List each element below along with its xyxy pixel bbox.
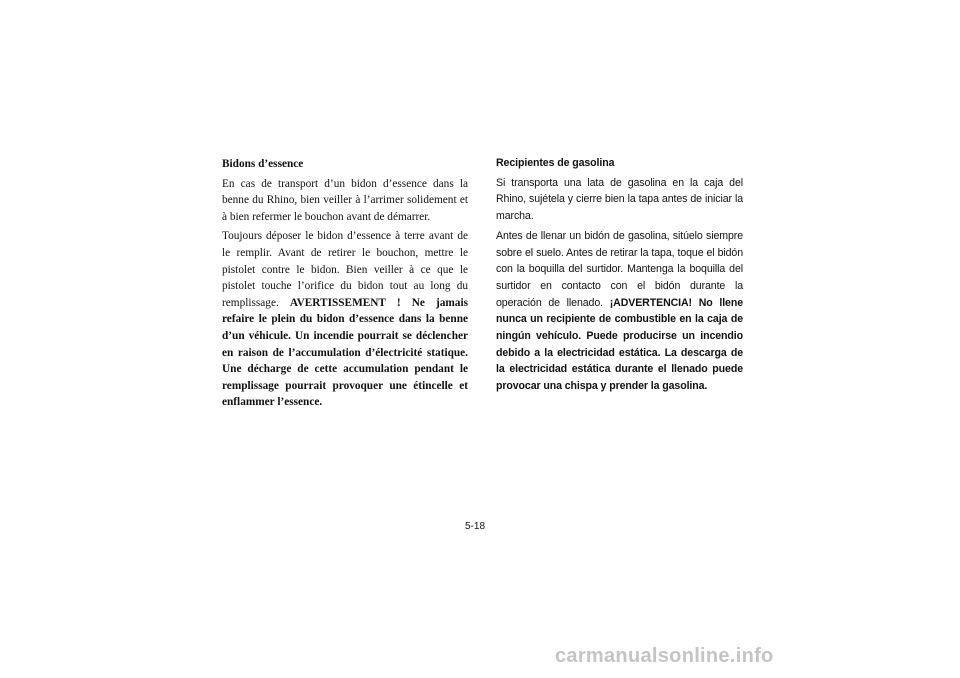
french-warning: AVERTISSEMENT ! Ne jamais refaire le plein du bidon d’essence dans la benne d’un véhicule. Un incendie pourrait se déclencher en raison de l’accumulation d’électricité statique. Une décharge de cette accumulation pendant le remplissage pourrait provoquer une étincelle et enflammer l’essence. (222, 296, 468, 409)
watermark: carmanualsonline.info (555, 645, 774, 667)
spanish-paragraph-filling (496, 228, 743, 395)
spanish-paragraph-transport: Si transporta una lata de gasolina en la caja del Rhino, sujétela y cierre bien la tapa antes de iniciar la marcha. (496, 176, 743, 223)
french-paragraph-transport: En cas de transport d’un bidon d’essence dans la benne du Rhino, bien veiller à l’arrimer solidement et à bien refermer le bouchon avant de démarrer. (222, 177, 468, 223)
french-column (222, 156, 468, 414)
page-number: 5-18 (465, 521, 486, 532)
french-filling-text: Toujours déposer le bidon d’essence à terre avant de le remplir. Avant de retirer le bouchon, mettre le pistolet contre le bidon. Bien veiller à ce que le pistolet touche l’orifice du bidon tout au long du remplissage. (222, 230, 468, 309)
spanish-warning: ¡ADVERTENCIA! No llene nunca un recipiente de combustible en la caja de ningún vehículo. Puede producirse un incendio debido a la electricidad estática. La descarga de la electricidad estática durante el llenado puede provocar una chispa y prender la gasolina. (496, 296, 744, 393)
french-paragraph-filling (222, 228, 468, 411)
spanish-column (496, 155, 743, 398)
spanish-heading: Recipientes de gasolina (496, 157, 615, 169)
french-heading: Bidons d’essence (222, 158, 304, 170)
spanish-filling-text: Antes de llenar un bidón de gasolina, sitúelo siempre sobre el suelo. Antes de retirar la tapa, toque el bidón con la boquilla del surtidor. Mantenga la boquilla del surtidor en contacto con el bidón durante la operación de llenado. (496, 229, 743, 309)
